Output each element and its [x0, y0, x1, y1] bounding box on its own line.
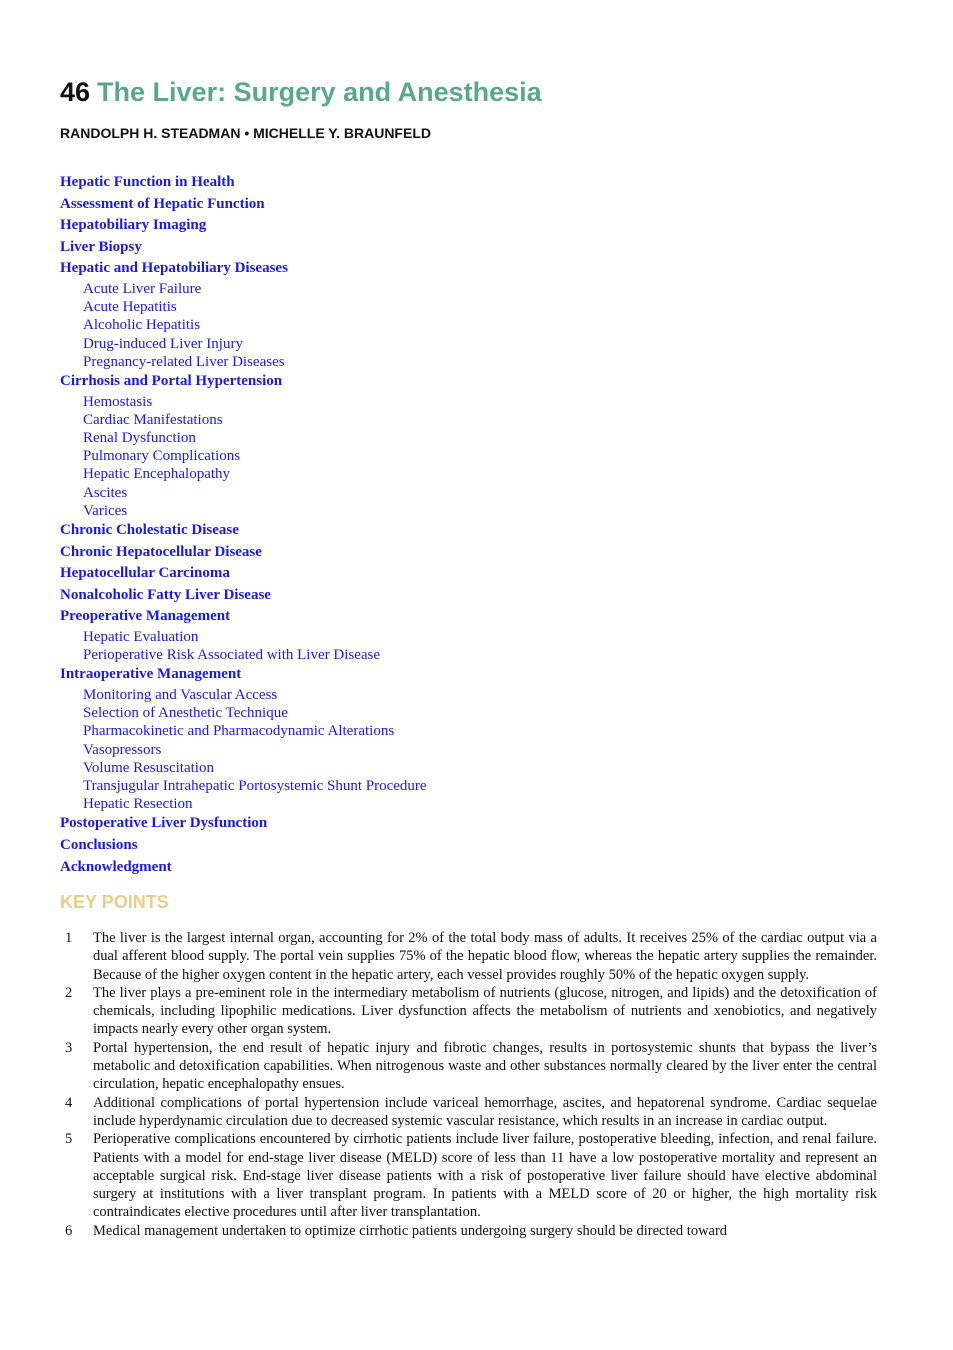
toc-section-link[interactable]: Intraoperative Management — [60, 666, 242, 683]
chapter-heading — [60, 74, 542, 110]
table-of-contents — [60, 172, 660, 878]
toc-subsection-link[interactable]: Renal Dysfunction — [83, 429, 196, 446]
toc-subsection-link[interactable]: Drug-induced Liver Injury — [83, 335, 243, 352]
toc-subsection-link[interactable]: Perioperative Risk Associated with Liver Disease — [83, 647, 381, 664]
toc-subsection-link[interactable]: Transjugular Intrahepatic Portosystemic Shunt Procedure — [83, 777, 427, 794]
key-point-text: Perioperative complications encountered by cirrhotic patients include liver failure, postoperative bleeding, infection, and renal failure. Patients with a model for end-stage liver disease (MELD) score of less than 11 have a low postoperative mortality and represent an acceptable surgical risk. End-stage liver disease patients with a risk of postoperative liver failure should have elective abdominal surgery at institutions with a liver transplant program. In patients with a MELD score of 20 or higher, the high mortality risk contraindicates elective procedures until after liver transplantation. — [93, 1131, 877, 1221]
toc-subsection-link[interactable]: Hemostasis — [83, 393, 153, 410]
key-point-number: 4 — [65, 1094, 73, 1111]
toc-subsection-link[interactable]: Hepatic Encephalopathy — [83, 466, 231, 483]
toc-section-link[interactable]: Acknowledgment — [60, 858, 172, 875]
chapter-title: The Liver: Surgery and Anesthesia — [97, 77, 542, 107]
key-point-item — [60, 1130, 877, 1221]
key-point-text: Additional complications of portal hypertension include variceal hemorrhage, ascites, and hepatorenal syndrome. Cardiac sequelae include hyperdynamic circulation due to decreased systemic vascular resistance, which results in an increase in cardiac output. — [93, 1094, 877, 1129]
toc-subsection-link[interactable]: Varices — [83, 502, 128, 519]
toc-section-link[interactable]: Hepatic Function in Health — [60, 174, 235, 190]
key-point-item — [60, 929, 877, 984]
toc-subsection-link[interactable]: Alcoholic Hepatitis — [83, 317, 201, 334]
toc-section-link[interactable]: Assessment of Hepatic Function — [60, 195, 265, 212]
toc-subsection-link[interactable]: Hepatic Resection — [83, 796, 193, 813]
toc-section-link[interactable]: Hepatic and Hepatobiliary Diseases — [60, 260, 288, 277]
key-point-item — [60, 984, 877, 1039]
toc-subsection-link[interactable]: Acute Hepatitis — [83, 299, 177, 316]
key-point-number: 1 — [65, 930, 73, 946]
toc-section-link[interactable]: Postoperative Liver Dysfunction — [60, 815, 268, 832]
toc-subsection-link[interactable]: Acute Liver Failure — [83, 280, 202, 297]
toc-section-link[interactable]: Chronic Hepatocellular Disease — [60, 543, 262, 560]
toc-subsection-link[interactable]: Pulmonary Complications — [83, 448, 241, 465]
key-points-heading: KEY POINTS — [60, 892, 169, 912]
toc-section-link[interactable]: Preoperative Management — [60, 608, 231, 625]
key-point-text: The liver is the largest internal organ, accounting for 2% of the total body mass of adults. It receives 25% of the cardiac output via a dual afferent blood supply. The portal vein supplies 75% of the hepatic blood flow, whereas the hepatic artery supplies the remainder. Because of the higher oxygen content in the hepatic artery, each vessel provides roughly 50% of the hepatic oxygen supply. — [93, 930, 877, 983]
key-point-number: 3 — [65, 1039, 73, 1056]
key-point-number: 6 — [65, 1222, 73, 1239]
key-point-text: The liver plays a pre-eminent role in the intermediary metabolism of nutrients (glucose, nitrogen, and lipids) and the detoxification of chemicals, including lipophilic medications. Liver dysfunction affects the metabolism of nutrients and xenobiotics, and negatively impacts nearly every other organ system. — [93, 984, 877, 1038]
toc-subsection-link[interactable]: Pregnancy-related Liver Diseases — [83, 353, 285, 370]
toc-section-link[interactable]: Hepatocellular Carcinoma — [60, 565, 230, 582]
toc-section-link[interactable]: Nonalcoholic Fatty Liver Disease — [60, 586, 271, 603]
toc-section-link[interactable]: Cirrhosis and Portal Hypertension — [60, 372, 283, 389]
key-point-number: 5 — [65, 1131, 73, 1148]
key-point-item — [60, 1222, 877, 1240]
toc-section-link[interactable]: Liver Biopsy — [60, 238, 142, 255]
toc-subsection-link[interactable]: Hepatic Evaluation — [83, 628, 199, 645]
toc-subsection-link[interactable]: Monitoring and Vascular Access — [83, 686, 278, 703]
key-point-number: 2 — [65, 984, 73, 1001]
chapter-authors: RANDOLPH H. STEADMAN • MICHELLE Y. BRAUNFELD — [60, 125, 431, 141]
key-points-list — [60, 929, 877, 1240]
toc-subsection-link[interactable]: Ascites — [83, 484, 128, 501]
toc-subsection-link[interactable]: Selection of Anesthetic Technique — [83, 705, 288, 722]
key-point-text: Portal hypertension, the end result of hepatic injury and fibrotic changes, results in portosystemic shunts that bypass the liver’s metabolic and detoxification capabilities. When nitrogenous waste and other substances normally cleared by the liver enter the central circulation, hepatic encephalopathy ensues. — [93, 1039, 877, 1093]
key-point-text: Medical management undertaken to optimize cirrhotic patients undergoing surgery should be directed toward — [93, 1222, 728, 1239]
toc-subsection-link[interactable]: Cardiac Manifestations — [83, 411, 223, 428]
toc-subsection-link[interactable]: Volume Resuscitation — [83, 759, 214, 776]
toc-subsection-link[interactable]: Pharmacokinetic and Pharmacodynamic Alterations — [83, 723, 395, 740]
chapter-number: 46 — [60, 77, 91, 107]
key-point-item — [60, 1094, 877, 1131]
key-point-item — [60, 1039, 877, 1094]
toc-subsection-link[interactable]: Vasopressors — [83, 741, 162, 758]
toc-section-link[interactable]: Chronic Cholestatic Disease — [60, 522, 239, 538]
toc-section-link[interactable]: Conclusions — [60, 836, 138, 853]
toc-section-link[interactable]: Hepatobiliary Imaging — [60, 217, 207, 234]
